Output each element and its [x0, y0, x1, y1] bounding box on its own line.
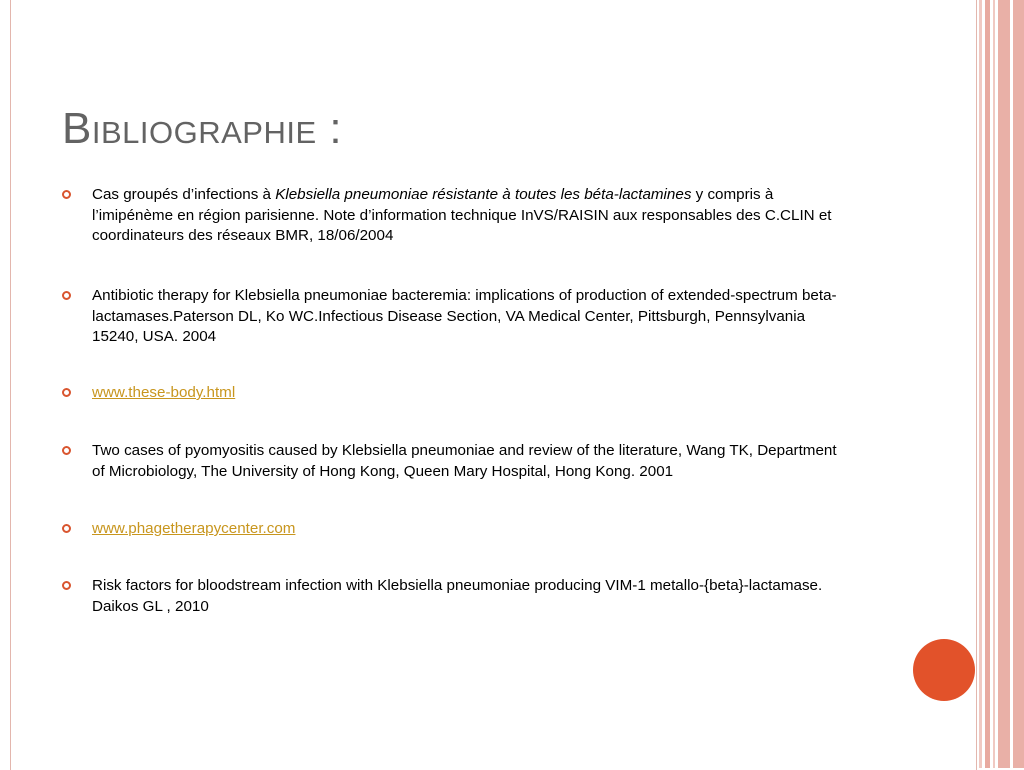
bullet-icon: [62, 388, 71, 397]
list-item: [62, 576, 852, 617]
bullet-icon: [62, 581, 71, 590]
decorative-stripe: [998, 0, 1010, 768]
reference-text: Two cases of pyomyositis caused by Klebsiella pneumoniae and review of the literature, Wang TK, Department of Microbiology, The University of Hong Kong, Queen Mary Hospital, Hong Kong. 2001: [92, 442, 837, 480]
list-item: [62, 286, 852, 383]
decorative-stripe: [1013, 0, 1024, 768]
bullet-icon: [62, 190, 71, 199]
reference-link[interactable]: www.phagetherapycenter.com: [92, 520, 296, 537]
reference-link[interactable]: www.these-body.html: [92, 384, 236, 401]
decorative-stripe: [979, 0, 982, 768]
decorative-stripe: [985, 0, 990, 768]
list-item: [62, 383, 852, 441]
bibliography-list: [62, 185, 852, 617]
bullet-icon: [62, 291, 71, 300]
decorative-stripe: [993, 0, 995, 768]
reference-text: y compris à l’imipénème en région parisienne. Note d’information technique InVS/RAISIN aux responsables des C.CLIN et coordinateurs des réseaux BMR, 18/06/2004: [92, 186, 832, 244]
reference-text: Risk factors for bloodstream infection with Klebsiella pneumoniae producing VIM-1 metallo-{beta}-lactamase. Daikos GL , 2010: [92, 577, 823, 615]
bullet-icon: [62, 446, 71, 455]
list-item: [62, 519, 852, 576]
reference-italic-text: Klebsiella pneumoniae résistante à toutes les béta-lactamines: [275, 186, 692, 203]
bullet-icon: [62, 524, 71, 533]
reference-text: Antibiotic therapy for Klebsiella pneumoniae bacteremia: implications of production of extended-spectrum beta-lactamases.Paterson DL, Ko WC.Infectious Disease Section, VA Medical Center, Pittsburgh, Pennsylvania 15240, USA. 2004: [92, 287, 837, 345]
list-item: [62, 185, 852, 286]
slide-title: Bibliographie :: [62, 104, 343, 153]
reference-text: Cas groupés d’infections à: [92, 186, 276, 203]
decorative-circle: [913, 639, 975, 701]
list-item: [62, 441, 852, 519]
